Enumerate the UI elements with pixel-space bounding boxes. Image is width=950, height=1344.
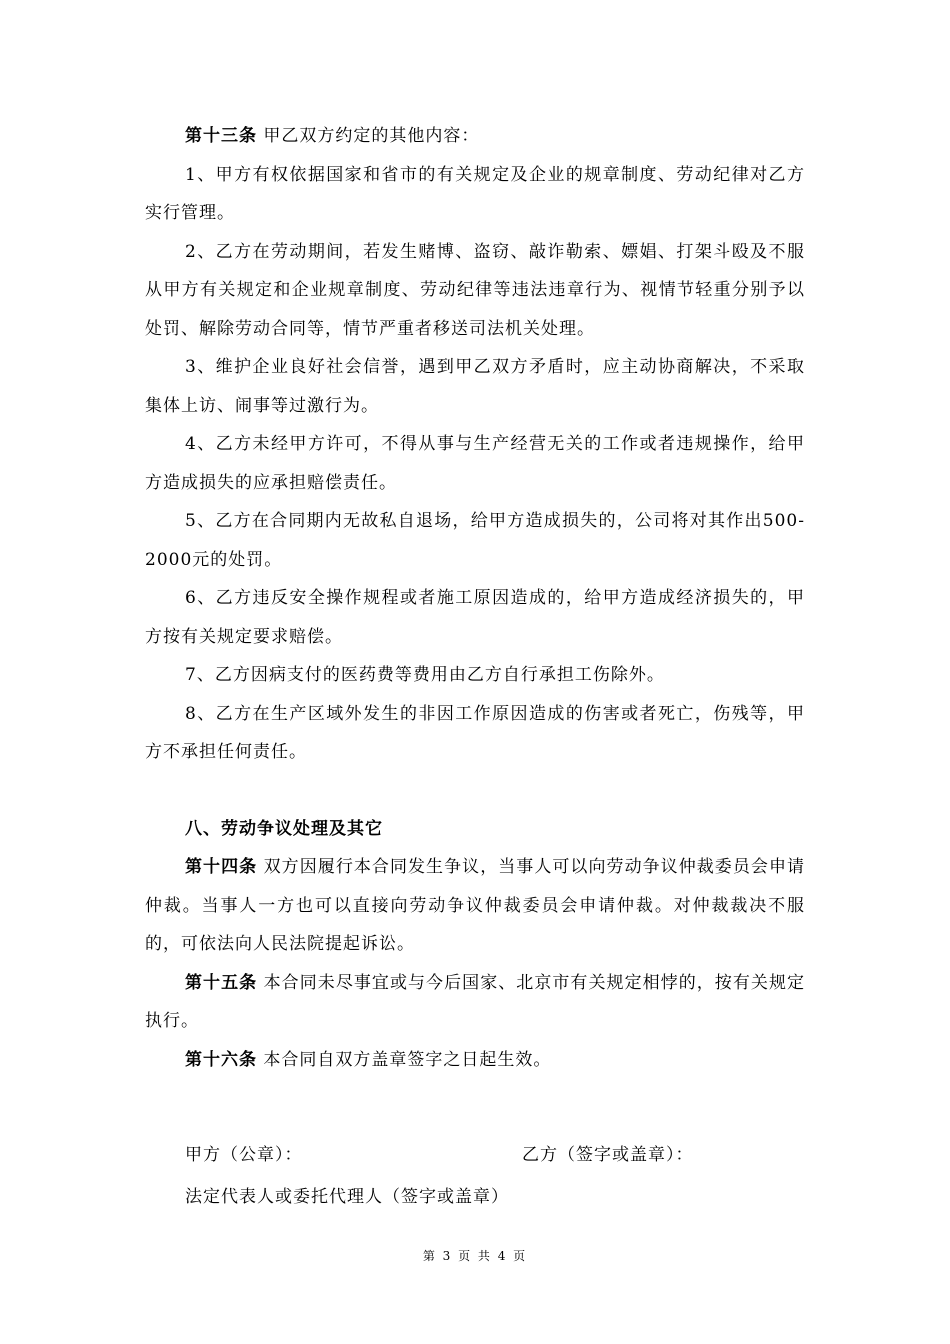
party-b-sign-label: 乙方（签字或盖章）： [522, 1145, 694, 1165]
article-13-item-2: 2、乙方在劳动期间，若发生赌博、盗窃、敲诈勒索、嫖娼、打架斗殴及不服从甲方有关规定和企业规章制度、劳动纪律等违法违章行为、视情节轻重分别予以处罚、解除劳动合同等，情节严重者移送司法机关处理。 [145, 241, 805, 339]
article-13-item-7: 7、乙方因病支付的医药费等费用由乙方自行承担工伤除外。 [185, 665, 665, 685]
article-16-title: 第十六条 [185, 1049, 257, 1070]
article-16 [145, 1041, 805, 1080]
section-spacer [145, 772, 805, 810]
article-16-text: 本合同自双方盖章签字之日起生效。 [263, 1049, 552, 1070]
article-14-text: 双方因履行本合同发生争议，当事人可以向劳动争议仲裁委员会申请仲裁。当事人一方也可以直接向劳动争议仲裁委员会申请仲裁。对仲裁裁决不服的，可依法向人民法院提起诉讼。 [145, 857, 805, 954]
representative-sign-label: 法定代表人或委托代理人（签字或盖章） [185, 1187, 509, 1207]
section-8-heading: 八、劳动争议处理及其它 [185, 818, 383, 839]
article-13-item-8: 8、乙方在生产区域外发生的非因工作原因造成的伤害或者死亡，伤残等，甲方不承担任何责任。 [145, 703, 805, 762]
article-13-item-5: 5、乙方在合同期内无故私自退场，给甲方造成损失的，公司将对其作出500-2000元的处罚。 [145, 511, 805, 570]
article-14 [145, 848, 805, 964]
article-13-item-6: 6、乙方违反安全操作规程或者施工原因造成的，给甲方造成经济损失的，甲方按有关规定要求赔偿。 [145, 588, 805, 647]
article-15 [145, 964, 805, 1041]
article-13-title: 第十三条 [185, 126, 257, 146]
article-15-title: 第十五条 [185, 972, 258, 993]
article-13-item-1: 1、甲方有权依据国家和省市的有关规定及企业的规章制度、劳动纪律对乙方实行管理。 [145, 164, 805, 223]
article-13-item-4: 4、乙方未经甲方许可，不得从事与生产经营无关的工作或者违规操作，给甲方造成损失的应承担赔偿责任。 [145, 434, 805, 493]
article-13-intro [145, 117, 805, 156]
article-13-intro-text: 甲乙双方约定的其他内容： [263, 126, 480, 146]
contract-body [145, 117, 805, 1079]
page-number: 第 3 页 共 4 页 [422, 1249, 528, 1263]
article-15-text: 本合同未尽事宜或与今后国家、北京市有关规定相悖的，按有关规定执行。 [145, 972, 805, 1031]
party-a-seal-label: 甲方（公章）： [185, 1145, 303, 1165]
article-13-item-3: 3、维护企业良好社会信誉，遇到甲乙双方矛盾时，应主动协商解决，不采取集体上访、闹事等过激行为。 [145, 357, 805, 416]
article-14-title: 第十四条 [185, 857, 258, 877]
